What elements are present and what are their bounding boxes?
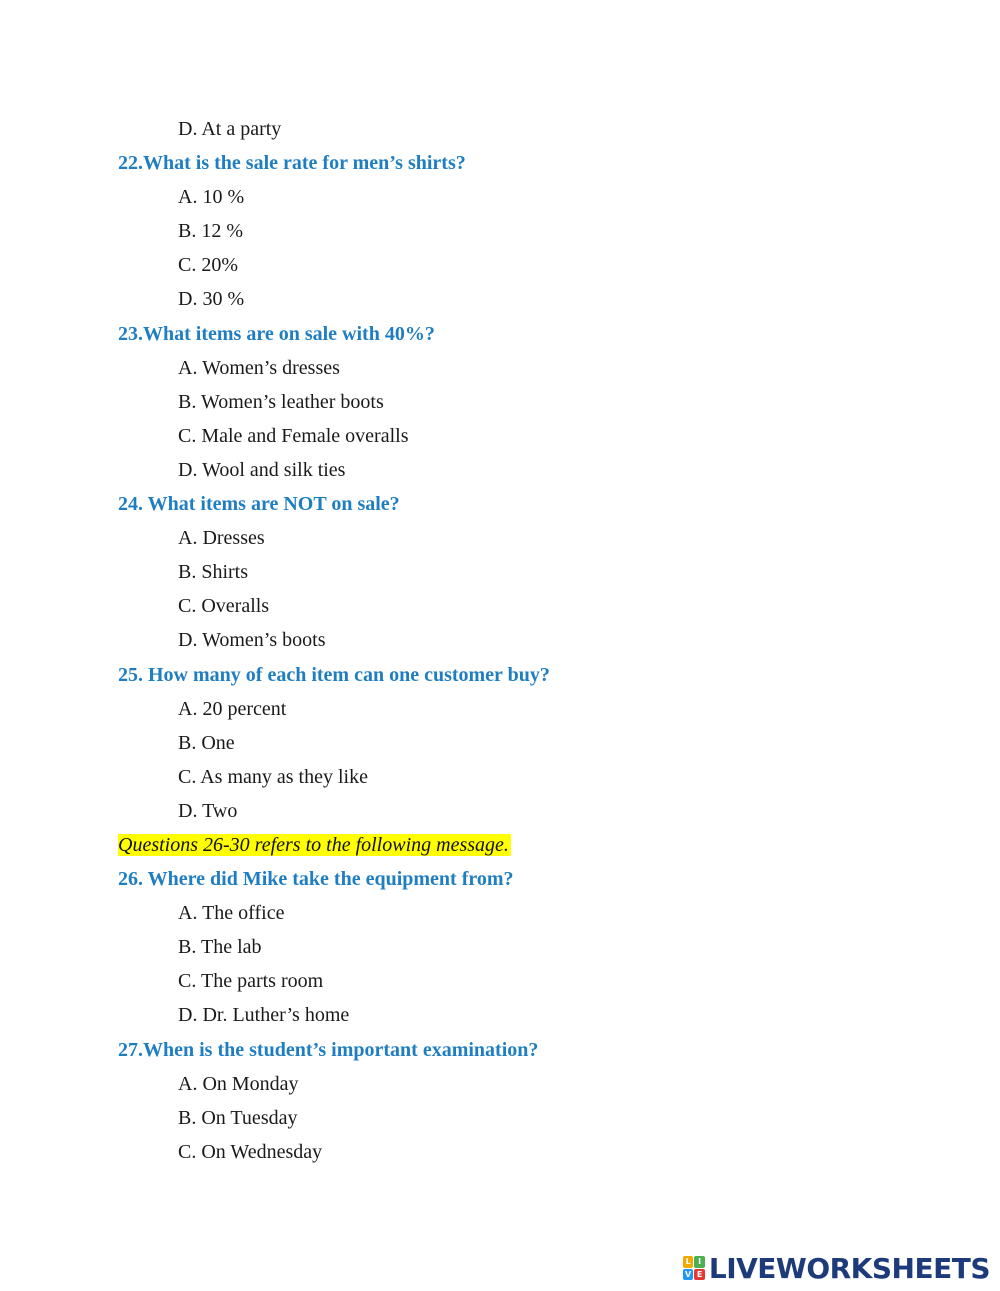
question-text: 26. Where did Mike take the equipment from? [118,868,514,891]
answer-option: A. The office [178,902,285,925]
answer-option: A. 10 % [178,186,245,209]
question-text: 25. How many of each item can one customer buy? [118,663,550,686]
question-text: 24. What items are NOT on sale? [118,493,400,516]
answer-option: A. 20 percent [178,697,287,720]
answer-option: D. Women’s boots [178,629,326,652]
answer-option: D. Dr. Luther’s home [178,1004,350,1027]
answer-option: A. On Monday [178,1072,299,1095]
answer-option: B. Women’s leather boots [178,390,384,413]
logo-mark-tile: I [694,1256,705,1268]
liveworksheets-logo [683,1253,990,1283]
liveworksheets-logo-icon [683,1256,705,1280]
answer-option: D. 30 % [178,288,245,311]
answer-option: B. One [178,731,235,754]
question-text: 22.What is the sale rate for men’s shirts? [118,152,466,175]
answer-option: C. 20% [178,254,238,277]
answer-option: B. 12 % [178,220,243,243]
answer-option: A. Women’s dresses [178,356,340,379]
answer-option: A. Dresses [178,527,265,550]
answer-option: C. Overalls [178,595,270,618]
answer-option: B. The lab [178,936,262,959]
worksheet-content [0,112,1000,1169]
section-note [0,828,1000,862]
answer-option: D. Wool and silk ties [178,458,346,481]
answer-option: D. Two [178,799,238,822]
logo-mark-tile: V [683,1269,694,1281]
question-text: 23.What items are on sale with 40%? [118,322,435,345]
answer-option: C. On Wednesday [178,1140,323,1163]
answer-option: C. Male and Female overalls [178,424,409,447]
answer-option: D. At a party [178,118,282,140]
logo-text: LIVEWORKSHEETS [708,1251,990,1285]
answer-option: B. Shirts [178,561,249,584]
answer-option: B. On Tuesday [178,1106,298,1129]
highlighted-note-text: Questions 26-30 refers to the following message. [118,833,509,856]
answer-option: C. As many as they like [178,765,368,788]
logo-mark-tile: L [683,1256,694,1268]
answer-option: C. The parts room [178,970,324,993]
question-text: 27.When is the student’s important examination? [118,1038,539,1061]
logo-mark-tile: E [694,1269,705,1281]
